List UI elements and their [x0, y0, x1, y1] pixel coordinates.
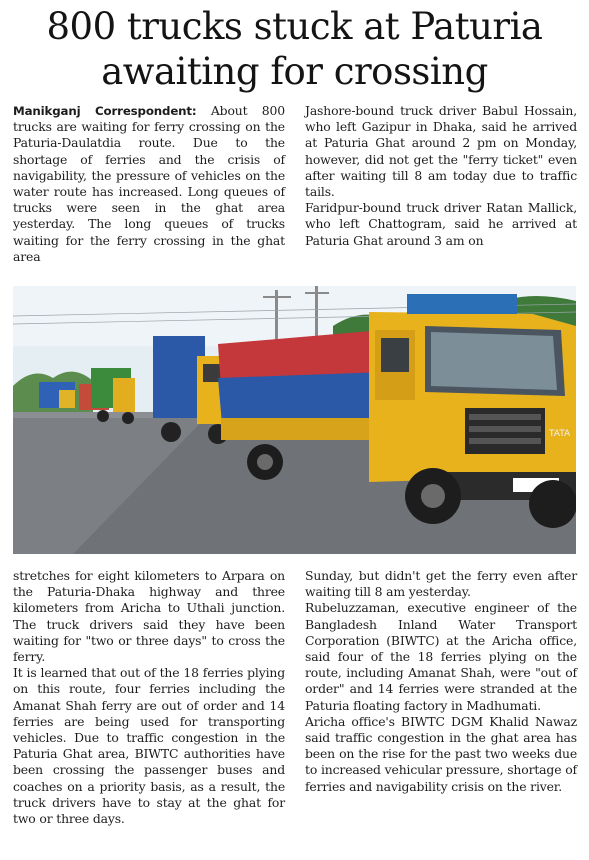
paragraph: Faridpur-bound truck driver Ratan Mallick, who left Chattogram, said he arrived at Paturia Ghat around 3 am on: [305, 200, 577, 248]
article-column-top-right: [305, 103, 577, 249]
paragraph: Aricha office's BIWTC DGM Khalid Nawaz said traffic congestion in the ghat area has been on the rise for the past two weeks due to increased vehicular pressure, shortage of ferries and navigability crisis on the river.: [305, 713, 577, 794]
paragraph: Sunday, but didn't get the ferry even after waiting till 8 am yesterday.: [305, 568, 577, 600]
article-column-top-left: [13, 103, 285, 265]
headline-line-1: 800 trucks stuck at Paturia: [46, 5, 543, 48]
lead-paragraph-text: About 800 trucks are waiting for ferry crossing on the Paturia-Daulatdia route. Due to the shortage of ferries and the crisis of navigability, the pressure of vehicles on the water route has increased. Long queues of trucks were seen in the ghat area yesterday. The long queues of trucks waiting for the ferry crossing in the ghat area: [13, 103, 285, 264]
headline: [0, 4, 589, 94]
paragraph: It is learned that out of the 18 ferries plying on this route, four ferries including the Amanat Shah ferry are out of order and 14 ferries are being used for transporting vehicles. Due to traffic congestion in the Paturia Ghat area, BIWTC authorities have been crossing the passenger buses and coaches on a priority basis, as a result, the truck drivers have to stay at the ghat for two or three days.: [13, 665, 285, 827]
lead-paragraph: [13, 103, 285, 265]
paragraph: Jashore-bound truck driver Babul Hossain, who left Gazipur in Dhaka, said he arrived at Paturia Ghat around 2 pm on Monday, however, did not get the "ferry ticket" even after waiting till 8 am today due to traffic tails.: [305, 103, 577, 200]
byline: Manikganj Correspondent:: [13, 104, 197, 118]
article-column-bottom-left: [13, 568, 285, 827]
truck-badge: TATA: [549, 429, 571, 439]
photo-illustration: [13, 286, 576, 554]
article-column-bottom-right: [305, 568, 577, 795]
paragraph: Rubeluzzaman, executive engineer of the Bangladesh Inland Water Transport Corporation (BIWTC) at the Aricha office, said four of the 18 ferries plying on the route, including Amanat Shah, were "out of order" and 14 ferries were stranded at the Paturia floating factory in Madhumati.: [305, 600, 577, 713]
headline-line-2: awaiting for crossing: [101, 50, 488, 93]
paragraph: stretches for eight kilometers to Arpara on the Paturia-Dhaka highway and three kilometers from Aricha to Uthali junction. The truck drivers said they have been waiting for "two or three days" to cross the ferry.: [13, 568, 285, 665]
news-photo-trucks-queue: [13, 286, 576, 554]
